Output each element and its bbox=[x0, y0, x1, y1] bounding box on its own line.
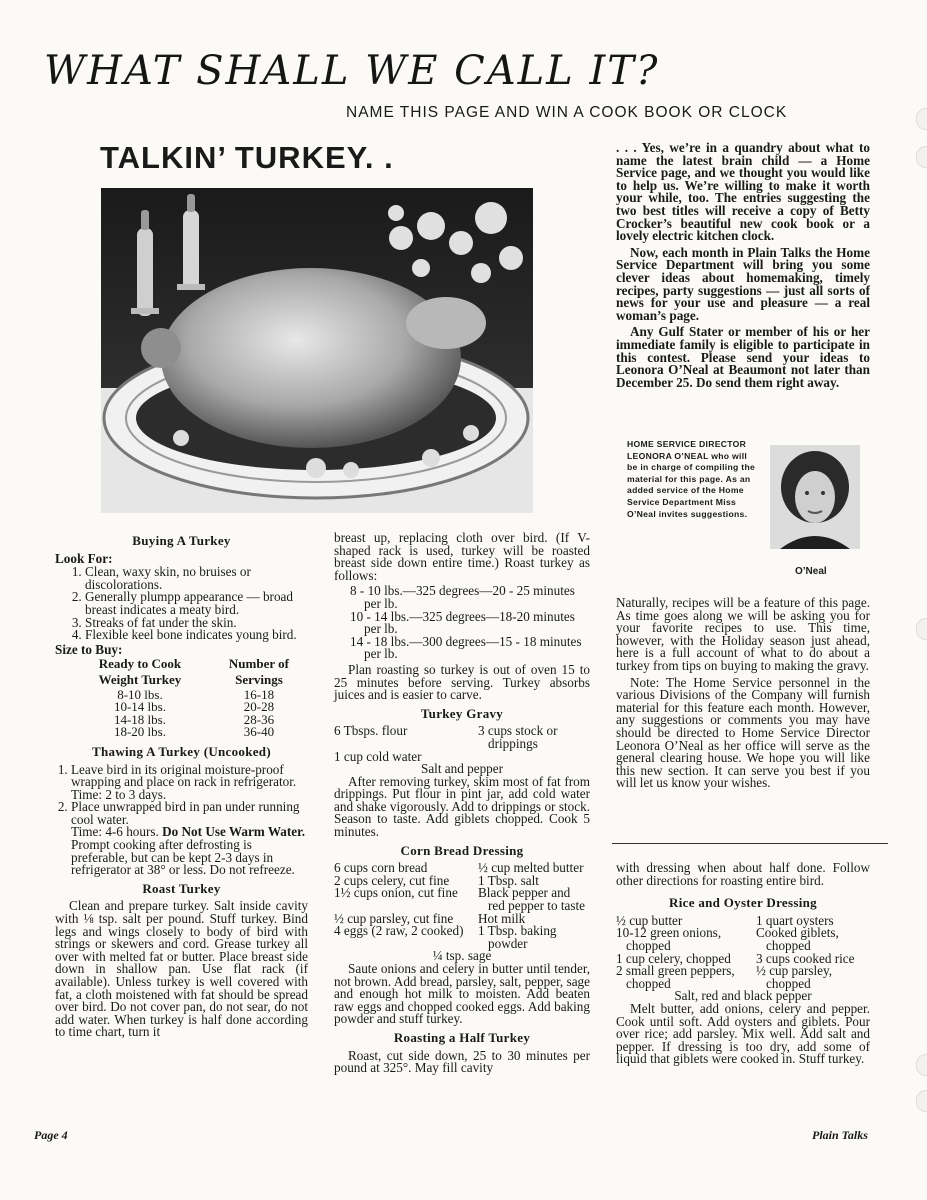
half-heading: Roasting a Half Turkey bbox=[393, 1029, 531, 1045]
look-for-label: Look For: bbox=[55, 550, 113, 566]
intro-p1: . . . Yes, we’re in a quandry about what to name the latest brain child — a Home Service page, and we thought you would like to help us. We’re willing to make it worth your while, too. The entries suggesting the two best titles will receive a copy of Betty Crocker’s beautiful new cook book or a lovely electric kitchen clock. bbox=[616, 140, 870, 244]
article-title: TALKIN’ TURKEY. . bbox=[100, 140, 394, 175]
thawing-list bbox=[55, 761, 308, 878]
list-item: 14 - 18 lbs.—300 degrees—15 - 18 minutes per lb. bbox=[350, 633, 582, 662]
roast-plan: Plan roasting so turkey is out of oven 15 to 25 minutes before serving. Turkey absorbs juices and is easier to carve. bbox=[334, 661, 590, 703]
cornbread-text: Saute onions and celery in butter until tender, not brown. Add bread, parsley, salt, pepper, sage and enough hot milk to moisten. Add beaten raw eggs and chopped cooked eggs. Add baking powder and stuff turkey. bbox=[334, 961, 590, 1027]
half-text: Roast, cut side down, 25 to 30 minutes per pound at 325°. May fill cavity bbox=[334, 1047, 590, 1076]
list-item: 3. Streaks of fat under the skin. bbox=[85, 617, 308, 630]
gravy-text: After removing turkey, skim most of fat from drippings. Put flour in pint jar, add cold water and shake vigorously. Add to drippings or stock. Season to taste. Add giblets chopped. Cook 5 minutes. bbox=[334, 773, 590, 840]
table-row: 18-20 lbs. 36-40 bbox=[113, 724, 275, 740]
intro-p3: Any Gulf Stater or member of his or her immediate family is eligible to participate in this contest. Please send your ideas to Leonora O’Neal at Beaumont not later than December 25. Do send them right away. bbox=[616, 324, 870, 390]
roast-heading: Roast Turkey bbox=[142, 880, 221, 896]
oyster-seasoning: Salt, red and black pepper bbox=[674, 988, 812, 1004]
publication-name: Plain Talks bbox=[812, 1128, 868, 1142]
column-left bbox=[55, 529, 308, 1042]
oyster-heading: Rice and Oyster Dressing bbox=[669, 895, 817, 911]
portrait-credit: O’Neal bbox=[795, 566, 827, 577]
list-item: 10 - 14 lbs.—325 degrees—18-20 minutes per lb. bbox=[350, 608, 575, 637]
look-for-list bbox=[55, 566, 308, 642]
half-continued: with dressing when about half done. Follow other directions for roasting entire bird. bbox=[616, 860, 870, 888]
turkey-photo bbox=[101, 188, 533, 513]
table-header: Servings bbox=[235, 671, 283, 687]
contest-subhead: NAME THIS PAGE AND WIN A COOK BOOK OR CLOCK bbox=[346, 104, 788, 121]
cornbread-heading: Corn Bread Dressing bbox=[400, 842, 524, 858]
gravy-ingredients: 6 Tbsps. flour 3 cups stock or drippings 1 cup cold water bbox=[334, 723, 558, 764]
column-right-bottom bbox=[616, 862, 870, 1069]
roast-times bbox=[334, 585, 590, 661]
portrait-caption: HOME SERVICE DIRECTOR LEONORA O’NEAL who will be in charge of compiling the material for this page. As an added service of the Home Service Department Miss O’Neal invites suggestions. bbox=[627, 439, 756, 519]
column-divider bbox=[612, 843, 888, 844]
gravy-heading: Turkey Gravy bbox=[420, 705, 504, 721]
roast-text: Clean and prepare turkey. Salt inside cavity with ⅛ tsp. salt per pound. Stuff turkey. Bind legs and wings closely to body of bird with strings or skewers and cord. Grease turkey all over with melted fat or butter. Place breast side down in shallow pan. Use flat rack (if available). Unless turkey is well covered with fat, a cloth moistened with fat should be spread over bird. Do not cover pan, do not sear, do not add water. When turkey is half done according to time chart, turn it bbox=[55, 898, 308, 1040]
list-item: 2. Generally plumpp appearance — broad breast indicates a meaty bird. bbox=[85, 591, 308, 616]
cornbread-ingredients: 6 cups corn bread ½ cup melted butter 2 cups celery, cut fine 1 Tbsp. salt 1½ cups onion, cut fine Black pepper and red pepper to taste ½ cup parsley, cut fine Hot milk 4 eggs (2 raw, 2 cooked) 1 Tbsp. baking powder bbox=[334, 860, 586, 951]
thawing-heading: Thawing A Turkey (Uncooked) bbox=[92, 743, 271, 759]
roast-turkey bbox=[161, 268, 461, 448]
column-middle bbox=[334, 532, 590, 1078]
cornbread-sage: ¼ tsp. sage bbox=[432, 948, 492, 964]
page-number: Page 4 bbox=[34, 1128, 68, 1142]
intro-text bbox=[616, 142, 870, 393]
table-header: Weight Turkey bbox=[98, 671, 182, 687]
roast-continued: breast up, replacing cloth over bird. (If V-shaped rack is used, turkey will be roasted breast side down entire time.) Roast turkey as follows: bbox=[334, 530, 590, 583]
list-item: 1. Clean, waxy skin, no bruises or discolorations. bbox=[85, 566, 308, 591]
table-header: Ready to Cook bbox=[98, 656, 182, 672]
table-row: 8-10 lbs. 16-18 bbox=[117, 686, 275, 702]
portrait-photo bbox=[770, 445, 860, 549]
closing-p1: Naturally, recipes will be a feature of this page. As time goes along we will be asking you for your favorite recipes to use. This time, however, with the Holiday season just ahead, here is a full account of what to do about a turkey from tips on buying to making the gravy. bbox=[616, 595, 870, 673]
buying-heading: Buying A Turkey bbox=[132, 533, 231, 548]
table-row: 14-18 lbs. 28-36 bbox=[113, 711, 275, 727]
closing-p2: Note: The Home Service personnel in the various Divisions of the Company will furnish material for this feature each month. However, any suggestions or comments you may have should be directed to Home Service Director Leonora O’Neal as her office will serve as the general clearing house. We hope you will like this new section. It can serve you best if you will let us know your wishes. bbox=[616, 674, 870, 791]
list-item: 4. Flexible keel bone indicates young bird. bbox=[85, 629, 308, 642]
intro-p2: Now, each month in Plain Talks the Home Service Department will bring you some clever ideas about homemaking, timely recipes, party suggestions — just all sorts of news for your use and pleasure — a real woman’s page. bbox=[616, 244, 870, 323]
closing-text bbox=[616, 597, 870, 794]
oyster-text: Melt butter, add onions, celery and pepper. Cook until soft. Add oysters and giblets. Pour over rice; add parsley. Mix well. Add salt and pepper. If dressing is too dry, add some of liquid that giblets were cooked in. Stuff turkey. bbox=[616, 1000, 870, 1067]
list-item: 2. Place unwrapped bird in pan under running cool water. Time: 4-6 hours. Do Not Use Warm Water. Prompt cooking after defrosting is preferable, but can be kept 2-3 days in refrigerator at 38° or less. Do not refreeze. bbox=[71, 801, 308, 877]
table-header: Number of bbox=[228, 656, 289, 672]
masthead: WHAT SHALL WE CALL IT? bbox=[44, 48, 660, 94]
size-table bbox=[71, 657, 309, 739]
list-item: 8 - 10 lbs.—325 degrees—20 - 25 minutes per lb. bbox=[350, 583, 575, 611]
table-row: 10-14 lbs. 20-28 bbox=[113, 699, 275, 715]
list-item: 1. Leave bird in its original moisture-proof wrapping and place on rack in refrigerator. Time: 2 to 3 days. bbox=[71, 764, 308, 802]
oyster-ingredients: ½ cup butter 1 quart oysters 10-12 green onions, chopped Cooked giblets, chopped 1 cup celery, chopped 3 cups cooked rice 2 small green peppers, chopped ½ cup parsley, chopped bbox=[616, 912, 855, 991]
gravy-seasoning: Salt and pepper bbox=[420, 761, 504, 777]
size-label: Size to Buy: bbox=[55, 641, 123, 657]
